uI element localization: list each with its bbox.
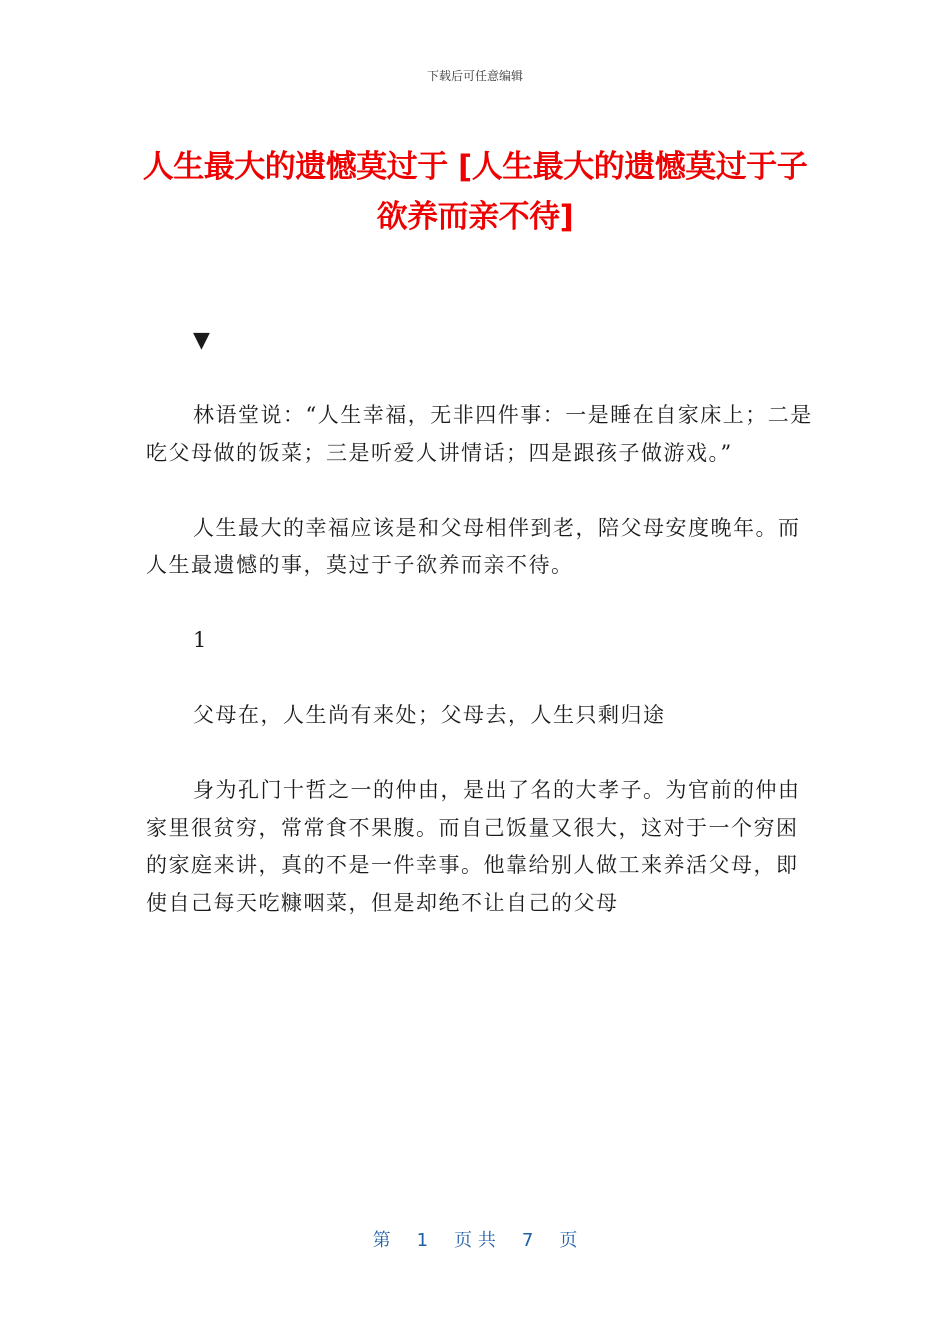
section-marker xyxy=(146,322,816,360)
section-heading: 父母在，人生尚有来处；父母去，人生只剩归途 xyxy=(193,703,666,727)
section-number: 1 xyxy=(193,628,208,652)
footer-current-page: 1 xyxy=(416,1230,429,1251)
footer-total-suffix: 页 xyxy=(559,1230,578,1251)
footer-page-label: 第 xyxy=(372,1230,391,1251)
page-footer xyxy=(0,1226,950,1252)
footer-total-pages: 7 xyxy=(521,1230,534,1251)
triangle-down-icon: ▼ xyxy=(193,328,212,353)
paragraph-quote: 林语堂说：“人生幸福，无非四件事：一是睡在自家床上；二是吃父母做的饭菜；三是听爱人讲情话；四是跟孩子做游戏。” xyxy=(146,403,813,465)
paragraph-zhongyou: 身为孔门十哲之一的仲由，是出了名的大孝子。为官前的仲由家里很贫穷，常常食不果腹。而自己饭量又很大，这对于一个穷困的家庭来讲，真的不是一件幸事。他靠给别人做工来养活父母，即使自己每天吃糠咽菜，但是却绝不让自己的父母 xyxy=(146,778,801,915)
header-note: 下载后可任意编辑 xyxy=(426,69,523,83)
footer-total-prefix: 页 共 xyxy=(454,1230,496,1251)
document-body xyxy=(146,322,816,960)
paragraph-happiness: 人生最大的幸福应该是和父母相伴到老，陪父母安度晚年。而人生最遗憾的事，莫过于子欲养而亲不待。 xyxy=(146,515,801,577)
document-title: 人生最大的遗憾莫过于 [人生最大的遗憾莫过于子欲养而亲不待] xyxy=(142,149,808,235)
